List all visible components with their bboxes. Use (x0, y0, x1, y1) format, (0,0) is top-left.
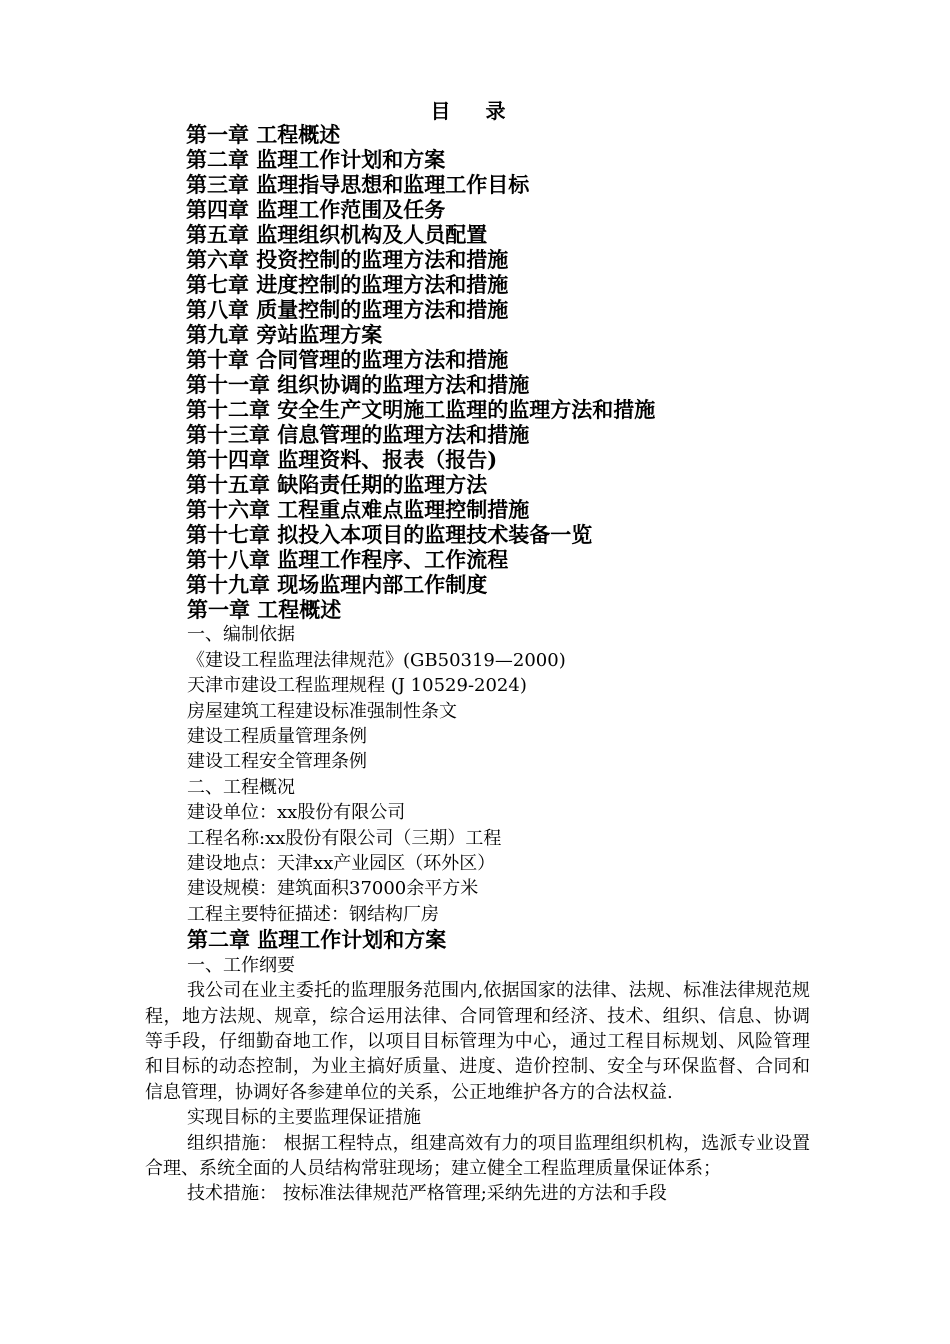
body-paragraph: 组织措施： 根据工程特点，组建高效有力的项目监理组织机构，选派专业设置合理、系统全面的人员结构常驻现场；建立健全工程监理质量保证体系； (145, 1132, 810, 1179)
toc-item: 第七章 进度控制的监理方法和措施 (186, 272, 509, 297)
table-of-contents (186, 122, 886, 597)
toc-item: 第十四章 监理资料、报表（报告) (186, 447, 498, 472)
toc-item: 第十章 合同管理的监理方法和措施 (186, 347, 509, 372)
toc-item: 第二章 监理工作计划和方案 (186, 147, 446, 172)
document-body (145, 597, 810, 1207)
toc-item: 第九章 旁站监理方案 (186, 322, 383, 347)
toc-item: 第四章 监理工作范围及任务 (186, 197, 446, 222)
section-heading: 二、工程概况 (187, 776, 295, 798)
toc-item: 第一章 工程概述 (186, 122, 341, 147)
basis-item: 房屋建筑工程建设标准强制性条文 (187, 700, 457, 722)
overview-item: 工程名称:xx股份有限公司（三期）工程 (187, 827, 502, 849)
overview-item: 工程主要特征描述：钢结构厂房 (187, 903, 439, 925)
basis-item: 建设工程质量管理条例 (187, 726, 367, 748)
toc-item: 第十一章 组织协调的监理方法和措施 (186, 372, 530, 397)
toc-item: 第五章 监理组织机构及人员配置 (186, 222, 488, 247)
toc-item: 第八章 质量控制的监理方法和措施 (186, 297, 509, 322)
basis-item: 建设工程安全管理条例 (187, 751, 367, 773)
overview-item: 建设单位：xx股份有限公司 (187, 802, 406, 824)
overview-item: 建设地点：天津xx产业园区（环外区） (187, 853, 496, 875)
toc-item: 第十八章 监理工作程序、工作流程 (186, 547, 509, 572)
toc-item: 第十五章 缺陷责任期的监理方法 (186, 472, 488, 497)
body-paragraph: 实现目标的主要监理保证措施 (187, 1107, 421, 1129)
basis-item: 《建设工程监理法律规范》(GB50319—2000) (187, 649, 566, 671)
basis-item: 天津市建设工程监理规程 (J 10529-2024) (187, 675, 527, 697)
chapter-heading: 第二章 监理工作计划和方案 (187, 927, 447, 953)
toc-item: 第十三章 信息管理的监理方法和措施 (186, 422, 530, 447)
section-heading: 一、工作纲要 (187, 954, 295, 976)
toc-item: 第十六章 工程重点难点监理控制措施 (186, 497, 530, 522)
body-paragraph: 我公司在业主委托的监理服务范围内,依据国家的法律、法规、标准法律规范规程，地方法规、规章，综合运用法律、合同管理和经济、技术、组织、信息、协调等手段，仔细勤奋地工作，以项目目标管理为中心，通过工程目标规划、风险管理和目标的动态控制，为业主搞好质量、进度、造价控制、安全与环保监督、合同和信息管理，协调好各参建单位的关系，公正地维护各方的合法权益. (145, 980, 810, 1103)
toc-item: 第十二章 安全生产文明施工监理的监理方法和措施 (186, 397, 656, 422)
section-heading: 一、编制依据 (187, 624, 295, 646)
toc-item: 第六章 投资控制的监理方法和措施 (186, 247, 509, 272)
toc-item: 第十七章 拟投入本项目的监理技术装备一览 (186, 522, 593, 547)
body-paragraph: 技术措施： 按标准法律规范严格管理;采纳先进的方法和手段 (187, 1183, 667, 1205)
toc-title: 目 录 (430, 99, 520, 123)
toc-item: 第十九章 现场监理内部工作制度 (186, 572, 488, 597)
chapter-heading: 第一章 工程概述 (187, 597, 342, 622)
toc-item: 第三章 监理指导思想和监理工作目标 (186, 172, 530, 197)
overview-item: 建设规模：建筑面积37000余平方米 (187, 878, 479, 900)
